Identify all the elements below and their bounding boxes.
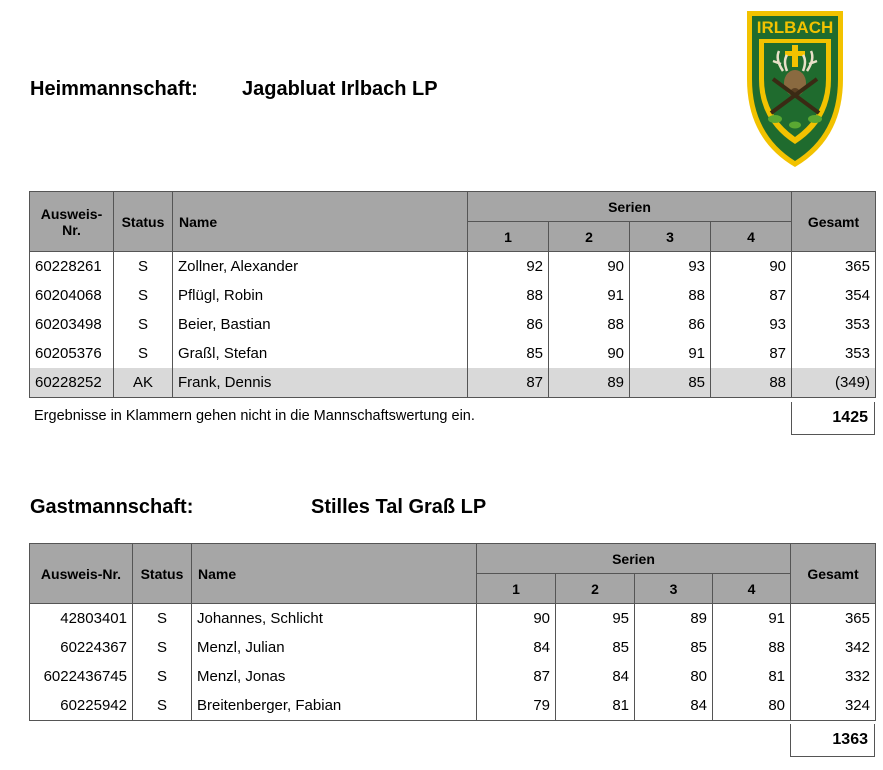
cell-id: 60203498: [30, 310, 114, 339]
cell-status: S: [133, 604, 192, 634]
table-row: [30, 281, 876, 310]
cell-s2: 84: [556, 662, 635, 691]
cell-name: Zollner, Alexander: [173, 252, 468, 282]
cell-s1: 87: [468, 368, 549, 398]
cell-s3: 80: [635, 662, 713, 691]
cell-s4: 87: [711, 339, 792, 368]
header-ausweis: Ausweis- Nr.: [30, 192, 114, 252]
cell-s3: 84: [635, 691, 713, 721]
cell-name: Beier, Bastian: [173, 310, 468, 339]
cell-total: 354: [792, 281, 876, 310]
header-serie-3: 3: [635, 574, 713, 604]
cell-name: Menzl, Julian: [192, 633, 477, 662]
table-row: [30, 339, 876, 368]
header-gesamt: Gesamt: [791, 544, 876, 604]
cell-name: Menzl, Jonas: [192, 662, 477, 691]
cell-id: 60205376: [30, 339, 114, 368]
guest-team-name: Stilles Tal Graß LP: [311, 496, 487, 518]
header-ausweis: Ausweis-Nr.: [30, 544, 133, 604]
cell-status: S: [133, 662, 192, 691]
home-team-label: Heimmannschaft:: [30, 78, 198, 100]
header-status: Status: [133, 544, 192, 604]
cell-s3: 91: [630, 339, 711, 368]
header-name: Name: [192, 544, 477, 604]
club-logo: [745, 9, 845, 169]
table-row: [30, 691, 876, 721]
cell-id: 60204068: [30, 281, 114, 310]
cell-s2: 85: [556, 633, 635, 662]
cell-s3: 86: [630, 310, 711, 339]
cell-s4: 90: [711, 252, 792, 282]
cell-total: 353: [792, 339, 876, 368]
cell-name: Pflügl, Robin: [173, 281, 468, 310]
cell-s1: 92: [468, 252, 549, 282]
header-serie-4: 4: [711, 222, 792, 252]
header-status: Status: [114, 192, 173, 252]
cell-status: S: [133, 691, 192, 721]
cell-id: 60224367: [30, 633, 133, 662]
cell-name: Johannes, Schlicht: [192, 604, 477, 634]
table-row: [30, 662, 876, 691]
cell-name: Frank, Dennis: [173, 368, 468, 398]
cell-s3: 85: [635, 633, 713, 662]
header-serie-2: 2: [556, 574, 635, 604]
cell-s1: 87: [477, 662, 556, 691]
cell-s2: 90: [549, 339, 630, 368]
cell-total: 365: [791, 604, 876, 634]
cell-s2: 81: [556, 691, 635, 721]
cell-s2: 88: [549, 310, 630, 339]
home-note: Ergebnisse in Klammern gehen nicht in die Mannschaftswertung ein.: [34, 408, 475, 424]
cell-total: 324: [791, 691, 876, 721]
header-serie-4: 4: [713, 574, 791, 604]
cell-s2: 91: [549, 281, 630, 310]
table-row: [30, 633, 876, 662]
header-serien: Serien: [468, 192, 792, 222]
cell-name: Breitenberger, Fabian: [192, 691, 477, 721]
cell-s1: 88: [468, 281, 549, 310]
cell-s4: 80: [713, 691, 791, 721]
cell-s4: 81: [713, 662, 791, 691]
cell-s4: 88: [711, 368, 792, 398]
cell-status: S: [114, 310, 173, 339]
cell-status: S: [114, 252, 173, 282]
cell-s4: 93: [711, 310, 792, 339]
cell-status: S: [133, 633, 192, 662]
cell-s2: 89: [549, 368, 630, 398]
cell-s1: 86: [468, 310, 549, 339]
cell-id: 6022436745: [30, 662, 133, 691]
cell-name: Graßl, Stefan: [173, 339, 468, 368]
cell-total: 353: [792, 310, 876, 339]
table-row: [30, 252, 876, 282]
cell-status: S: [114, 281, 173, 310]
cell-s2: 95: [556, 604, 635, 634]
cell-total: 342: [791, 633, 876, 662]
cell-s2: 90: [549, 252, 630, 282]
table-row: [30, 310, 876, 339]
cell-status: AK: [114, 368, 173, 398]
home-team-name: Jagabluat Irlbach LP: [242, 78, 438, 100]
header-serie-1: 1: [468, 222, 549, 252]
header-serie-2: 2: [549, 222, 630, 252]
header-serie-1: 1: [477, 574, 556, 604]
guest-team-label: Gastmannschaft:: [30, 496, 194, 518]
cell-total: 332: [791, 662, 876, 691]
cell-s3: 89: [635, 604, 713, 634]
cell-total: 365: [792, 252, 876, 282]
cell-s1: 90: [477, 604, 556, 634]
header-name: Name: [173, 192, 468, 252]
header-serie-3: 3: [630, 222, 711, 252]
logo-top-text: IRLBACH: [756, 18, 834, 37]
cell-s4: 88: [713, 633, 791, 662]
cell-id: 42803401: [30, 604, 133, 634]
cell-status: S: [114, 339, 173, 368]
home-team-total: 1425: [791, 402, 875, 435]
cell-id: 60228261: [30, 252, 114, 282]
cell-s3: 93: [630, 252, 711, 282]
cell-s1: 79: [477, 691, 556, 721]
header-gesamt: Gesamt: [792, 192, 876, 252]
cell-id: 60228252: [30, 368, 114, 398]
cell-s4: 87: [711, 281, 792, 310]
table-row: [30, 604, 876, 634]
table-row: [30, 368, 876, 398]
header-serien: Serien: [477, 544, 791, 574]
cell-total: (349): [792, 368, 876, 398]
cell-s3: 88: [630, 281, 711, 310]
cell-s1: 85: [468, 339, 549, 368]
cell-s3: 85: [630, 368, 711, 398]
guest-results-table: [29, 543, 876, 721]
cell-s4: 91: [713, 604, 791, 634]
home-results-table: [29, 191, 876, 398]
cell-id: 60225942: [30, 691, 133, 721]
guest-team-total: 1363: [790, 724, 875, 757]
cell-s1: 84: [477, 633, 556, 662]
